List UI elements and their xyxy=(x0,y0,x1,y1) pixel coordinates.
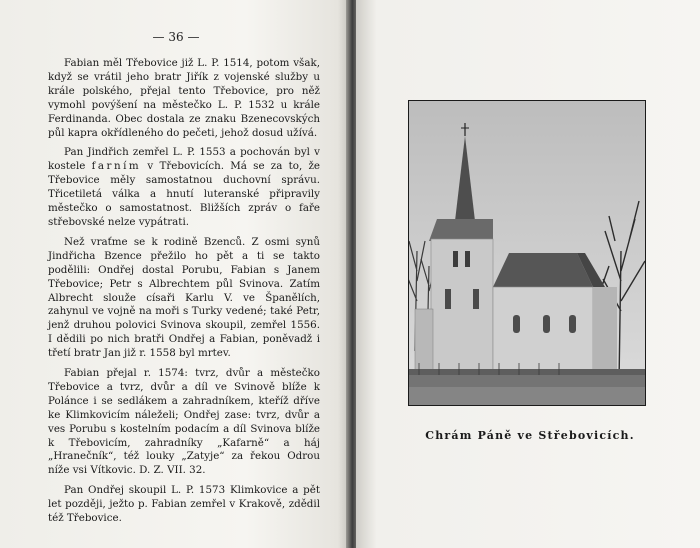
page-number: — 36 — xyxy=(152,30,200,44)
body-text xyxy=(48,57,320,532)
church-photograph xyxy=(408,100,646,406)
paragraph-2: Pan Jindřich zemřel L. P. 1553 a pochován byl v kostele farním v Třebovicích. Má se za to, že Třebovice měly samostatnou duchovní správu. Třicetiletá válka a hnutí luteranské připravily městečko o samostatnost. Bližších zpráv o faře střebovské nelze vypátrati. xyxy=(48,146,320,228)
church-photo-drawing xyxy=(409,101,645,405)
paragraph-1: Fabian měl Třebovice již L. P. 1514, potom však, když se vrátil jeho bratr Jiřík z vojenské služby u krále polského, přejal tento Třebovice, pro něž vymohl povýšení na městečko L. P. 1532 u krále Ferdinanda. Obec dostala ze znaku Bzenecovských půl kapra okřídleného do pečeti, jehož dosud užívá. xyxy=(48,57,320,139)
paragraph-5: Pan Ondřej skoupil L. P. 1573 Klimkovice a pět let později, ježto p. Fabian zemřel v Krakově, zdědil též Třebovice. xyxy=(48,484,320,525)
photo-caption: Chrám Páně ve Střebovicích. xyxy=(425,429,635,442)
paragraph-4: Fabian přejal r. 1574: tvrz, dvůr a městečko Třebovice a tvrz, dvůr a díl ve Svinově blíže k Polánce i se sedlákem a zahradníkem, kteříž dříve ke Klimkovicím náleželi; Ondřej zase: tvrz, dvůr a ves Porubu s kostelním podacím a díl Svinova blíže k Třebovicím, zahradníky „Kafarně“ a háj „Hranečník“, též louky „Zatyje“ za řekou Odrou níže vsi Vítkovic. D. Z. VII. 32. xyxy=(48,367,320,477)
nave-roof xyxy=(493,253,593,287)
tower xyxy=(431,239,493,379)
paragraph-3: Než vraťme se k rodině Bzenců. Z osmi synů Jindřicha Bzence přežilo ho pět a ti se takto podělili: Ondřej dostal Porubu, Fabian s Janem Třebovice; Petr s Albrechtem půl Svinova. Zatím Albrecht slouže císaři Karlu V. ve Španělích, zahynul ve vojně na moři s Turky vedené; také Petr, jenž druhou polovici Svinova skoupil, zemřel 1556. I dědili po nich bratři Ondřej a Fabian, poněvadž i třetí bratr Jan již r. 1558 byl mrtev. xyxy=(48,235,320,360)
spaced-word: farním xyxy=(91,160,142,173)
tower-top xyxy=(429,219,493,241)
